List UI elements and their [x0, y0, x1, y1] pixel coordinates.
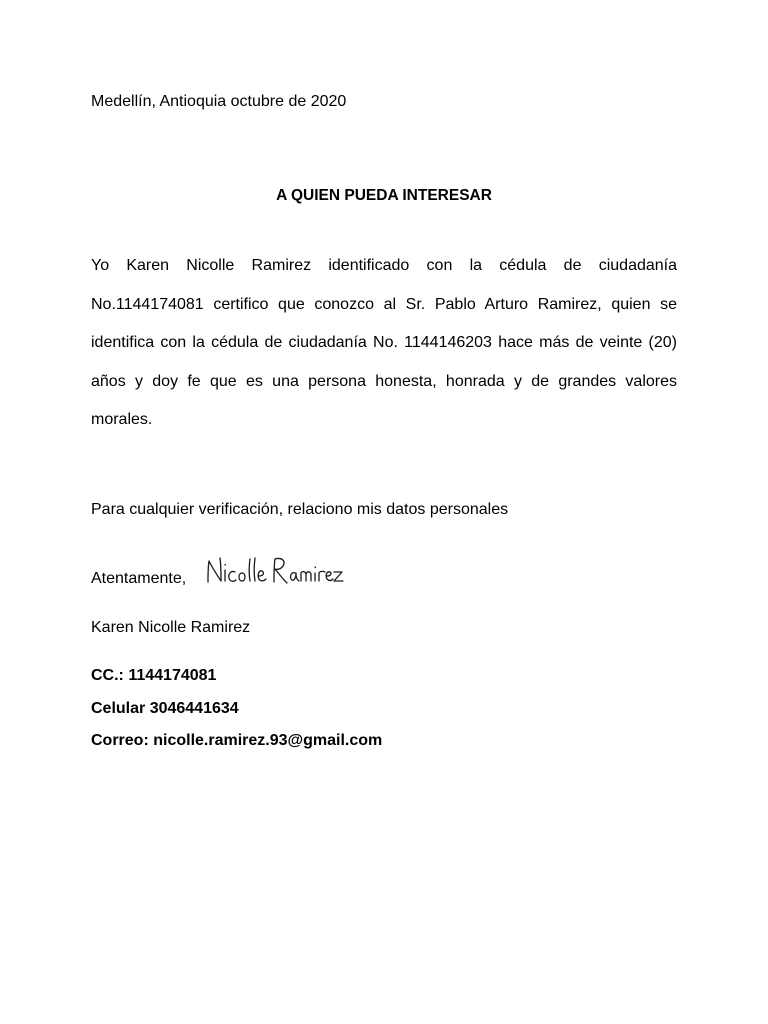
id-number: CC.: 1144174081	[91, 667, 217, 684]
place-date: Medellín, Antioquia octubre de 2020	[91, 93, 347, 110]
handwritten-signature	[204, 551, 346, 591]
email-address: Correo: nicolle.ramirez.93@gmail.com	[91, 732, 383, 749]
closing-salutation: Atentamente,	[91, 570, 187, 587]
verification-note: Para cualquier verificación, relaciono mis datos personales	[91, 501, 509, 518]
phone-number: Celular 3046441634	[91, 700, 239, 717]
letter-title: A QUIEN PUEDA INTERESAR	[276, 187, 492, 204]
letter-body: Yo Karen Nicolle Ramirez identificado con la cédula de ciudadanía No.1144174081 certifico que conozco al Sr. Pablo Arturo Ramirez, quien se identifica con la cédula de ciudadanía No. 1144146203 hace más de veinte (20) años y doy fe que es una persona honesta, honrada y de grandes valores morales.	[91, 257, 677, 429]
signer-name: Karen Nicolle Ramirez	[91, 619, 251, 636]
